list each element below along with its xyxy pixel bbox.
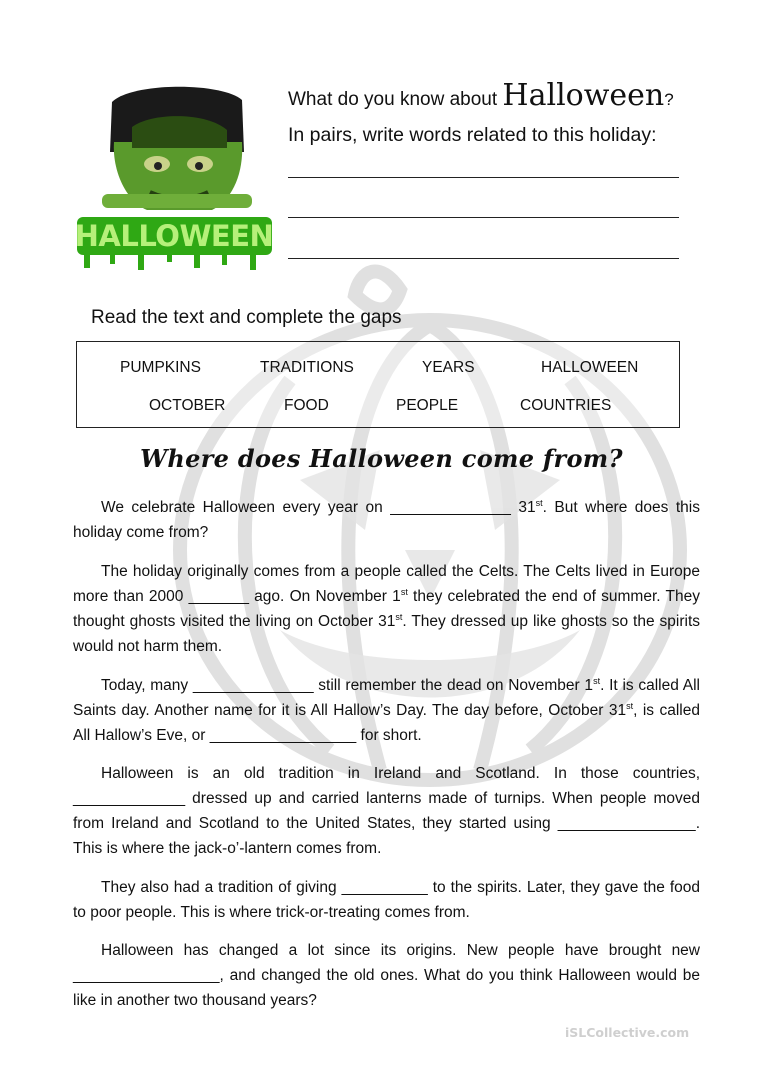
p1-text-b: 31	[510, 499, 536, 516]
word-people: PEOPLE	[396, 397, 459, 414]
p6-text-a: Halloween has changed a lot since its origins. New people have brought new	[101, 942, 700, 959]
p2-text-d: . They dressed up like ghosts so the spirits would not harm them.	[73, 613, 701, 655]
p1-text-c: . But where does this holiday come from?	[73, 499, 701, 541]
p2-text-b: ago. On November 1	[248, 588, 401, 605]
word-countries: COUNTRIES	[520, 397, 612, 414]
paragraph-2	[73, 559, 700, 659]
islcollective-watermark: iSLCollective.com	[565, 1025, 690, 1040]
p3-sup-2: st	[626, 700, 634, 711]
paragraph-5	[73, 875, 700, 925]
title-halloween: Halloween	[502, 78, 665, 113]
title-question-mark: ?	[664, 90, 674, 109]
p5-text-a: They also had a tradition of giving	[101, 879, 342, 896]
gap-instruction: Read the text and complete the gaps	[91, 307, 402, 328]
paragraph-1	[73, 495, 700, 545]
pairs-instruction: In pairs, write words related to this holiday:	[288, 124, 657, 146]
paragraph-3	[73, 673, 700, 748]
p4-gap-2[interactable]: ________________	[557, 815, 696, 832]
answer-line-3[interactable]	[288, 258, 679, 259]
word-october: OCTOBER	[149, 397, 226, 414]
answer-line-1[interactable]	[288, 177, 679, 178]
p2-text-c: they celebrated the end of summer. They thought ghosts visited the living on October 31	[73, 588, 700, 630]
word-traditions: TRADITIONS	[260, 359, 354, 376]
p3-text-d: , is called All Hallow’s Eve, or	[73, 702, 700, 744]
word-food: FOOD	[284, 397, 329, 414]
p3-gap-2[interactable]: _________________	[209, 727, 357, 744]
p1-text-a: We celebrate Halloween every year on	[101, 499, 391, 516]
article-heading: Where does Halloween come from?	[140, 444, 623, 473]
title-prefix: What do you know about	[288, 89, 498, 110]
paragraph-4	[73, 761, 700, 861]
p2-sup-1: st	[400, 586, 408, 597]
p2-gap[interactable]: _______	[188, 588, 249, 605]
p4-text-c: . This is where the jack-o’-lantern comes from.	[73, 815, 700, 857]
p4-gap-1[interactable]: _____________	[73, 790, 186, 807]
p3-text-e: for short.	[356, 727, 422, 744]
p6-text-b: , and changed the old ones. What do you think Halloween would be like in another two thousand years?	[73, 967, 700, 1009]
p6-gap[interactable]: _________________	[73, 967, 220, 984]
word-bank	[76, 341, 680, 428]
p1-sup: st	[535, 497, 543, 508]
p2-text-a: The holiday originally comes from a people called the Celts. The Celts lived in Europe more than 2000	[73, 563, 700, 605]
p5-text-b: to the spirits. Later, they gave the food to poor people. This is where trick-or-treating comes from.	[73, 879, 700, 921]
p1-gap[interactable]: ______________	[390, 499, 511, 516]
p3-sup-1: st	[593, 675, 601, 686]
word-pumpkins: PUMPKINS	[120, 359, 201, 376]
p2-sup-2: st	[395, 611, 403, 622]
answer-line-2[interactable]	[288, 217, 679, 218]
logo-text: HALLOWEEN	[74, 219, 274, 253]
p3-gap-1[interactable]: ______________	[192, 677, 314, 694]
p3-text-a: Today, many	[101, 677, 193, 694]
p5-gap[interactable]: __________	[341, 879, 428, 896]
word-years: YEARS	[422, 359, 475, 376]
p3-text-c: . It is called All Saints day. Another name for it is All Hallow’s Day. The day before, October 31	[73, 677, 700, 719]
p3-text-b: still remember the dead on November 1	[313, 677, 594, 694]
p4-text-a: Halloween is an old tradition in Ireland and Scotland. In those countries,	[101, 765, 700, 782]
paragraph-6	[73, 938, 700, 1013]
p4-text-b: dressed up and carried lanterns made of turnips. When people moved from Ireland and Scotland to the United States, they started using	[73, 790, 700, 832]
word-halloween: HALLOWEEN	[541, 359, 639, 376]
frankenstein-halloween-logo	[72, 82, 277, 272]
question-title	[288, 78, 674, 113]
